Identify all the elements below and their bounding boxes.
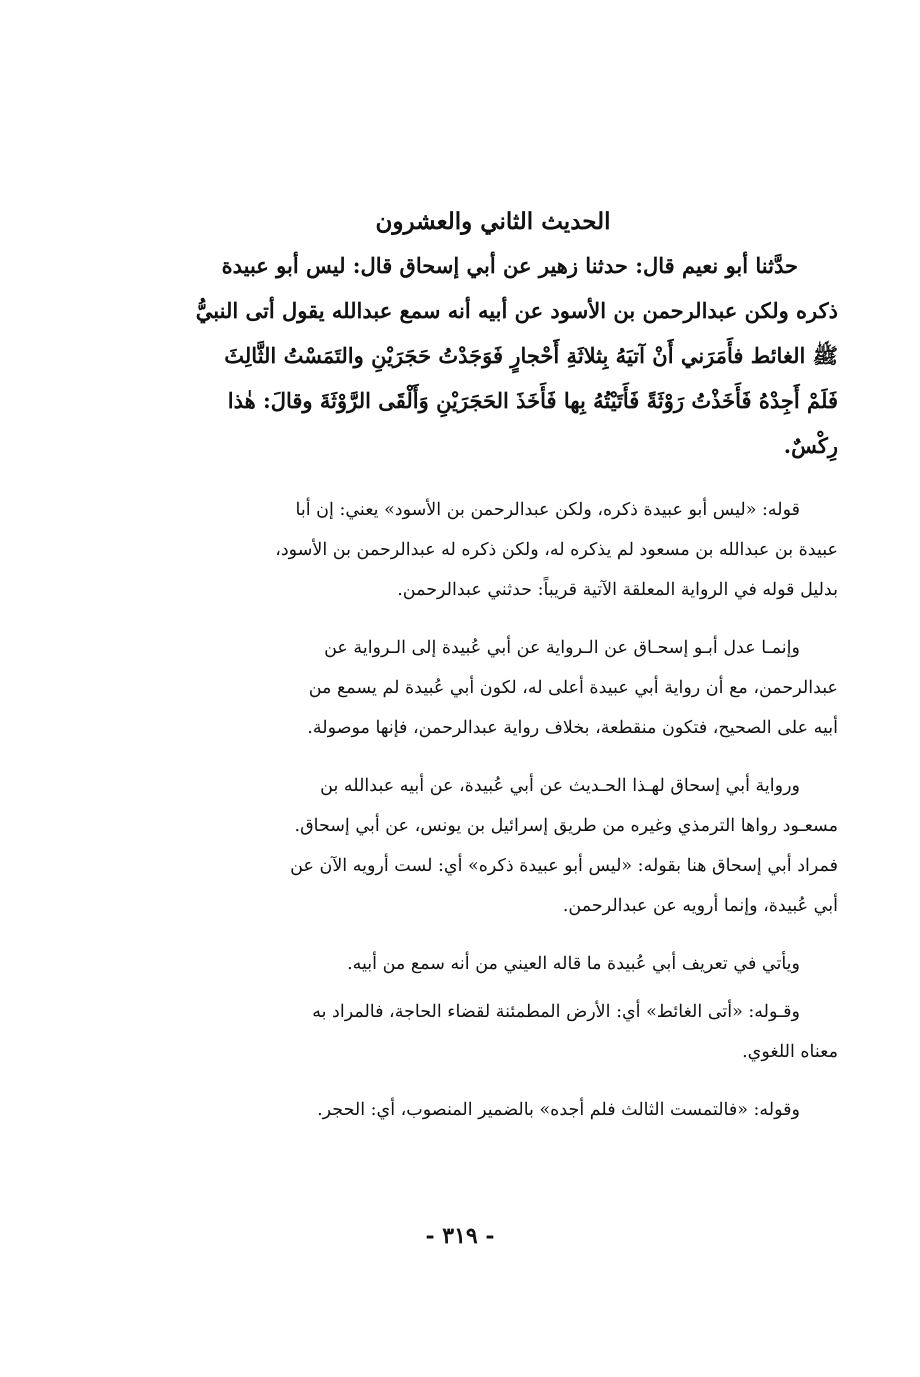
hadith-line: ذكره ولكن عبدالرحمن بن الأسود عن أبيه أنه سمع عبدالله يقول أتى النبيُّ (195, 298, 838, 323)
commentary-paragraph (148, 944, 838, 984)
commentary-line: فمراد أبي إسحاق هنا بقوله: «ليس أبو عبيدة ذكره» أي: لست أرويه الآن عن (290, 856, 838, 876)
page-number: - ٣١٩ - (425, 1223, 495, 1249)
hadith-line: حدَّثنا أبو نعيم قال: حدثنا زهير عن أبي إسحاق قال: ليس أبو عبيدة (221, 253, 798, 278)
commentary-line: معناه اللغوي. (742, 1042, 838, 1062)
commentary-line: مسعـود رواها الترمذي وغيره من طريق إسرائيل بن يونس، عن أبي إسحاق. (294, 816, 838, 836)
hadith-line: فَلَمْ أَجِدْهُ فَأَخَذْتُ رَوْثَةً فَأَتَيْتُهُ بِها فَأَخَذَ الحَجَرَيْنِ وَأَلْقَى الرَّوْثَةَ وقالَ: هٰذا (227, 388, 838, 413)
commentary-line: أبي عُبيدة، وإنما أرويه عن عبدالرحمن. (562, 896, 838, 916)
commentary-line: عبدالرحمن، مع أن رواية أبي عبيدة أعلى له، لكون أبي عُبيدة لم يسمع من (308, 678, 838, 698)
commentary-paragraph (148, 1090, 838, 1130)
commentary-paragraph (148, 766, 838, 926)
commentary-line: وإنمـا عدل أبـو إسحـاق عن الـرواية عن أبي عُبيدة إلى الـرواية عن (324, 638, 800, 658)
commentary-line: وقـوله: «أتى الغائط» أي: الأرض المطمئنة لقضاء الحاجة، فالمراد به (312, 1002, 800, 1022)
commentary-line: وقوله: «فالتمست الثالث فلم أجده» بالضمير المنصوب، أي: الحجر. (317, 1100, 800, 1120)
commentary-paragraph (148, 992, 838, 1072)
commentary-line: عبيدة بن عبدالله بن مسعود لم يذكره له، ولكن ذكره له عبدالرحمن بن الأسود، (275, 540, 838, 560)
commentary-line: ورواية أبي إسحاق لهـذا الحـديث عن أبي عُبيدة، عن أبيه عبدالله بن (320, 776, 800, 796)
commentary-paragraph (148, 628, 838, 748)
commentary-line: قوله: «ليس أبو عبيدة ذكره، ولكن عبدالرحمن بن الأسود» يعني: إن أبا (295, 500, 800, 520)
hadith-line: ﷺ الغائط فأَمَرَني أَنْ آتيَهُ بِثلاثَةِ أَحْجارٍ فَوَجَدْتُ حَجَرَيْنِ والتَمَسْتُ الثَّالِثَ (224, 343, 838, 368)
page-body (148, 205, 838, 1265)
hadith-heading: الحديث الثاني والعشرون (375, 208, 611, 235)
commentary-line: ويأتي في تعريف أبي عُبيدة ما قاله العيني من أنه سمع من أبيه. (347, 954, 800, 974)
hadith-text (148, 243, 838, 468)
commentary-line: بدليل قوله في الرواية المعلقة الآتية قريباً: حدثني عبدالرحمن. (397, 580, 838, 600)
hadith-line: رِكْسٌ. (783, 433, 838, 458)
commentary-paragraph (148, 490, 838, 610)
commentary-line: أبيه على الصحيح، فتكون منقطعة، بخلاف رواية عبدالرحمن، فإنها موصولة. (307, 718, 838, 738)
